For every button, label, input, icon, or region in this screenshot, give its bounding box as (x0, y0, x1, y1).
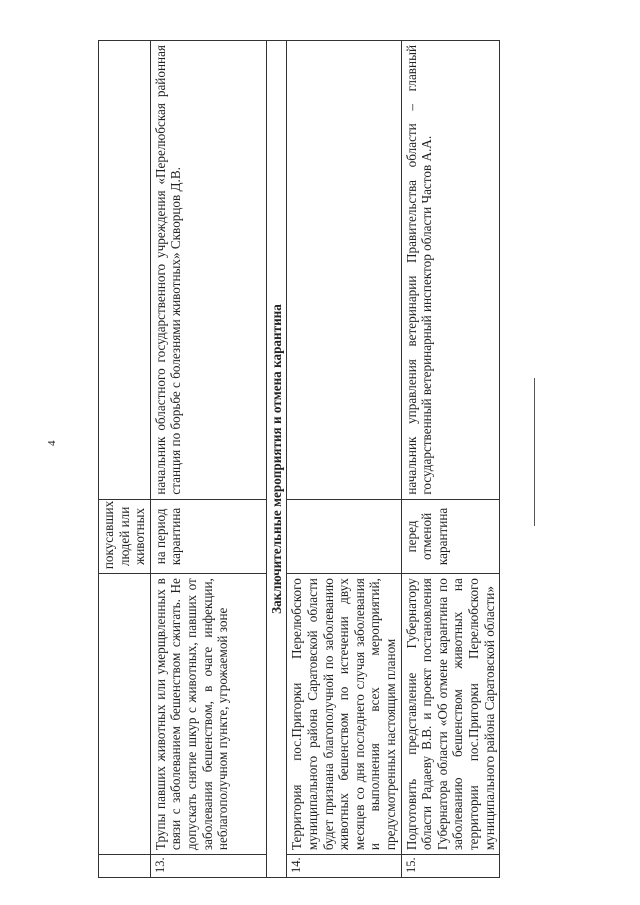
term-cell: покусавших людей или животных (99, 499, 151, 574)
table-row (287, 41, 401, 878)
term-text (287, 499, 401, 574)
responsible-text: начальник областного государственного учреждения «Перелюбская районная станция по борьбе с болезнями животных» Скворцов Д.В. (150, 41, 266, 500)
page-number: 4 (46, 440, 58, 446)
footnote-divider (534, 378, 535, 526)
table-row (150, 41, 266, 878)
section-title: Заключительные мероприятия и отмена карантина (266, 41, 287, 878)
responsible-text (287, 41, 401, 500)
rotated-table-container (98, 40, 538, 878)
action-text: Территория пос.Пригорки Перелюбского муниципального района Саратовской области будет признана благополучной по заболеванию животных бешенством по истечении двух месяцев со дня последнего случая заболевания и выполнения всех мероприятий, предусмотренных настоящим планом (287, 574, 401, 855)
term-text: перед отменой карантина (401, 499, 500, 574)
term-text: на период карантина (150, 499, 266, 574)
action-text: Трупы павших животных или умерщвленных в связи с заболеванием бешенством сжигать. Не допускать снятие шкур с животных, павших от заболевания бешенством, в очаге инфекции, неблагополучном пункте, угрожаемой зоне (150, 574, 266, 855)
section-row (266, 41, 287, 878)
row-number: 15. (401, 855, 500, 878)
table-row (99, 41, 151, 878)
row-number: 13. (150, 855, 266, 878)
plan-table (98, 40, 500, 878)
action-cell (99, 574, 151, 855)
num-cell (99, 855, 151, 878)
responsible-cell (99, 41, 151, 500)
row-number: 14. (287, 855, 401, 878)
action-text: Подготовить представление Губернатору области Радаеву В.В. и проект постановления Губернатора области «Об отмене карантина по заболеванию бешенством животных на территории пос.Пригорки Перелюбского муниципального района Саратовской области» (401, 574, 500, 855)
table-row (401, 41, 500, 878)
responsible-text: начальник управления ветеринарии Правительства области – главный государственный ветеринарный инспектор области Частов А.А. (401, 41, 500, 500)
